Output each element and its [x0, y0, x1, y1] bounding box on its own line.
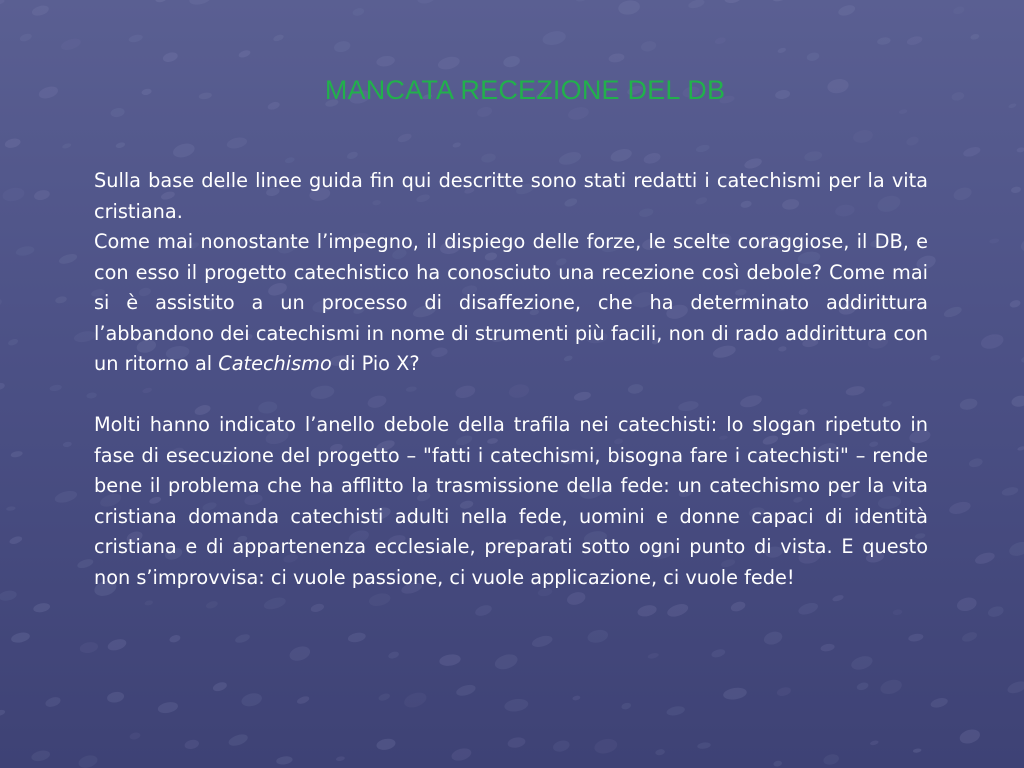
paragraph-question-text: Come mai nonostante l’impegno, il dispiego delle forze, le scelte coraggiose, il DB, e con esso il progetto catechistico ha conosciuto una recezione così debole? Come mai si è assistito a un processo di disaffezione, che ha determinato addirittura l’abbandono dei catechismi in nome di strumenti più facili, non di rado addirittura con un ritorno al [94, 230, 928, 375]
paragraph-question-end: di Pio X? [331, 352, 420, 375]
paragraph-intro: Sulla base delle linee guida fin qui descritte sono stati redatti i catechismi per la vita cristiana. [94, 169, 928, 223]
paragraph-catechists: Molti hanno indicato l’anello debole della trafila nei catechisti: lo slogan ripetuto in fase di esecuzione del progetto – "fatti i catechismi, bisogna fare i catechisti" – rende bene il problema che ha afflitto la trasmissione della fede: un catechismo per la vita cristiana domanda catechisti adulti nella fede, uomini e donne capaci di identità cristiana e di appartenenza ecclesiale, preparati sotto ogni punto di vista. E questo non s’improvvisa: ci vuole passione, ci vuole applicazione, ci vuole fede! [94, 413, 928, 589]
slide-body [94, 166, 928, 593]
paragraph-question [94, 227, 928, 380]
slide-title: MANCATA RECEZIONE DEL DB [324, 75, 726, 105]
catechismo-italic: Catechismo [218, 352, 332, 375]
